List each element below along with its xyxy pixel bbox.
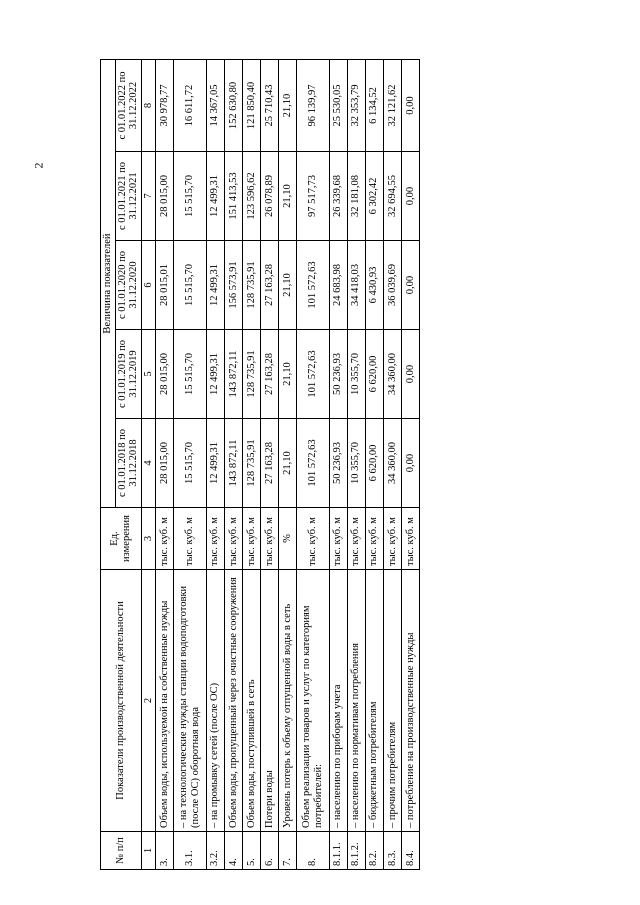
- row-indicator: Объем реализации товаров и услуг по категориям потребителей:: [297, 570, 329, 832]
- table-row: [297, 60, 329, 870]
- row-value: 30 978,77: [156, 60, 174, 152]
- row-value: 34 418,03: [347, 241, 365, 330]
- rotated-table-container: [100, 60, 420, 870]
- row-value: 6 134,52: [365, 60, 383, 152]
- row-value: 15 515,70: [174, 241, 206, 330]
- page-number: 2: [31, 162, 46, 169]
- row-value: 156 573,91: [224, 241, 242, 330]
- header-period: с 01.01.2022 по 31.12.2022: [115, 60, 141, 152]
- row-value: 123 596,62: [242, 152, 260, 241]
- row-value: 16 611,72: [174, 60, 206, 152]
- row-value: 21,10: [279, 419, 297, 508]
- row-value: 15 515,70: [174, 419, 206, 508]
- header-period: с 01.01.2020 по 31.12.2020: [115, 241, 141, 330]
- row-value: 26 078,89: [260, 152, 278, 241]
- row-value: 32 694,55: [383, 152, 401, 241]
- table-row: [365, 60, 383, 870]
- row-number: 6.: [260, 832, 278, 870]
- table-row: [347, 60, 365, 870]
- row-unit: тыс. куб. м: [260, 508, 278, 570]
- row-value: 21,10: [279, 241, 297, 330]
- row-value: 28 015,00: [156, 330, 174, 419]
- row-indicator: Уровень потерь к объему отпущенной воды в сеть: [279, 570, 297, 832]
- row-value: 24 683,98: [329, 241, 347, 330]
- table-row: [260, 60, 278, 870]
- row-number: 8.3.: [383, 832, 401, 870]
- row-number: 8.: [297, 832, 329, 870]
- row-indicator: – бюджетным потребителям: [365, 570, 383, 832]
- row-value: 128 735,91: [242, 330, 260, 419]
- row-unit: тыс. куб. м: [383, 508, 401, 570]
- row-value: 14 367,05: [206, 60, 224, 152]
- row-value: 12 499,31: [206, 152, 224, 241]
- table-row: [224, 60, 242, 870]
- column-number: 1: [141, 832, 156, 870]
- row-indicator: Потери воды: [260, 570, 278, 832]
- row-value: 6 302,42: [365, 152, 383, 241]
- row-value: 6 430,93: [365, 241, 383, 330]
- row-unit: тыс. куб. м: [156, 508, 174, 570]
- row-value: 10 355,70: [347, 419, 365, 508]
- column-number: 8: [141, 60, 156, 152]
- row-unit: %: [279, 508, 297, 570]
- row-value: 0,00: [401, 152, 419, 241]
- row-value: 12 499,31: [206, 330, 224, 419]
- table-row: [279, 60, 297, 870]
- row-value: 34 360,00: [383, 419, 401, 508]
- header-period: с 01.01.2021 по 31.12.2021: [115, 152, 141, 241]
- table-row: [242, 60, 260, 870]
- row-value: 32 353,79: [347, 60, 365, 152]
- row-value: 0,00: [401, 419, 419, 508]
- row-value: 34 360,00: [383, 330, 401, 419]
- row-value: 21,10: [279, 60, 297, 152]
- row-value: 28 015,01: [156, 241, 174, 330]
- row-value: 15 515,70: [174, 152, 206, 241]
- row-number: 3.: [156, 832, 174, 870]
- row-value: 10 355,70: [347, 330, 365, 419]
- row-number: 7.: [279, 832, 297, 870]
- row-unit: тыс. куб. м: [329, 508, 347, 570]
- table-row: [206, 60, 224, 870]
- row-number: 8.1.2.: [347, 832, 365, 870]
- row-value: 15 515,70: [174, 330, 206, 419]
- table-row: [156, 60, 174, 870]
- indicators-table: [100, 59, 420, 870]
- row-number: 4.: [224, 832, 242, 870]
- table-row: [329, 60, 347, 870]
- header-group-title: Величина показателей: [101, 60, 116, 508]
- row-value: 12 499,31: [206, 419, 224, 508]
- row-number: 5.: [242, 832, 260, 870]
- header-period: с 01.01.2019 по 31.12.2019: [115, 330, 141, 419]
- row-unit: тыс. куб. м: [224, 508, 242, 570]
- row-value: 27 163,28: [260, 419, 278, 508]
- column-number: 4: [141, 419, 156, 508]
- header-unit: Ед. измерения: [101, 508, 142, 570]
- row-value: 128 735,91: [242, 241, 260, 330]
- row-indicator: – потребление на производственные нужды: [401, 570, 419, 832]
- row-value: 25 710,43: [260, 60, 278, 152]
- row-value: 25 530,05: [329, 60, 347, 152]
- row-indicator: – населению по нормативам потребления: [347, 570, 365, 832]
- row-value: 143 872,11: [224, 330, 242, 419]
- row-value: 151 413,53: [224, 152, 242, 241]
- row-number: 3.2.: [206, 832, 224, 870]
- row-value: 27 163,28: [260, 241, 278, 330]
- table-row: [401, 60, 419, 870]
- row-value: 28 015,00: [156, 419, 174, 508]
- column-number: 5: [141, 330, 156, 419]
- row-unit: тыс. куб. м: [242, 508, 260, 570]
- row-unit: тыс. куб. м: [347, 508, 365, 570]
- row-number: 8.4.: [401, 832, 419, 870]
- row-indicator: Объем воды, поступившей в сеть: [242, 570, 260, 832]
- column-number: 6: [141, 241, 156, 330]
- row-unit: тыс. куб. м: [365, 508, 383, 570]
- row-value: 96 139,97: [297, 60, 329, 152]
- row-value: 50 236,93: [329, 419, 347, 508]
- row-unit: тыс. куб. м: [297, 508, 329, 570]
- row-value: 28 015,00: [156, 152, 174, 241]
- header-indicator: Показатели производственной деятельности: [101, 570, 142, 832]
- row-number: 8.2.: [365, 832, 383, 870]
- row-indicator: – на технологические нужды станции водоподготовки (после ОС) оборотная вода: [174, 570, 206, 832]
- column-number: 7: [141, 152, 156, 241]
- column-number: 3: [141, 508, 156, 570]
- row-value: 32 181,08: [347, 152, 365, 241]
- row-unit: тыс. куб. м: [401, 508, 419, 570]
- row-value: 0,00: [401, 241, 419, 330]
- row-indicator: – прочим потребителям: [383, 570, 401, 832]
- row-indicator: – на промывку сетей (после ОС): [206, 570, 224, 832]
- row-value: 32 121,62: [383, 60, 401, 152]
- row-unit: тыс. куб. м: [206, 508, 224, 570]
- row-number: 8.1.1.: [329, 832, 347, 870]
- row-value: 6 620,00: [365, 419, 383, 508]
- header-period: с 01.01.2018 по 31.12.2018: [115, 419, 141, 508]
- row-indicator: Объем воды, используемой на собственные нужды: [156, 570, 174, 832]
- row-value: 6 620,00: [365, 330, 383, 419]
- row-value: 97 517,73: [297, 152, 329, 241]
- row-value: 152 630,80: [224, 60, 242, 152]
- column-number: 2: [141, 570, 156, 832]
- row-value: 101 572,63: [297, 330, 329, 419]
- row-value: 12 499,31: [206, 241, 224, 330]
- row-value: 21,10: [279, 152, 297, 241]
- row-value: 143 872,11: [224, 419, 242, 508]
- row-value: 36 039,69: [383, 241, 401, 330]
- row-value: 26 339,68: [329, 152, 347, 241]
- row-value: 101 572,63: [297, 419, 329, 508]
- row-indicator: Объем воды, пропущенный через очистные сооружения: [224, 570, 242, 832]
- row-value: 121 850,40: [242, 60, 260, 152]
- row-value: 101 572,63: [297, 241, 329, 330]
- row-value: 0,00: [401, 330, 419, 419]
- row-indicator: – населению по приборам учета: [329, 570, 347, 832]
- header-no: № п/п: [101, 832, 142, 870]
- row-value: 21,10: [279, 330, 297, 419]
- table-row: [174, 60, 206, 870]
- table-row: [383, 60, 401, 870]
- row-value: 27 163,28: [260, 330, 278, 419]
- row-unit: тыс. куб. м: [174, 508, 206, 570]
- row-value: 128 735,91: [242, 419, 260, 508]
- row-value: 50 236,93: [329, 330, 347, 419]
- row-value: 0,00: [401, 60, 419, 152]
- row-number: 3.1.: [174, 832, 206, 870]
